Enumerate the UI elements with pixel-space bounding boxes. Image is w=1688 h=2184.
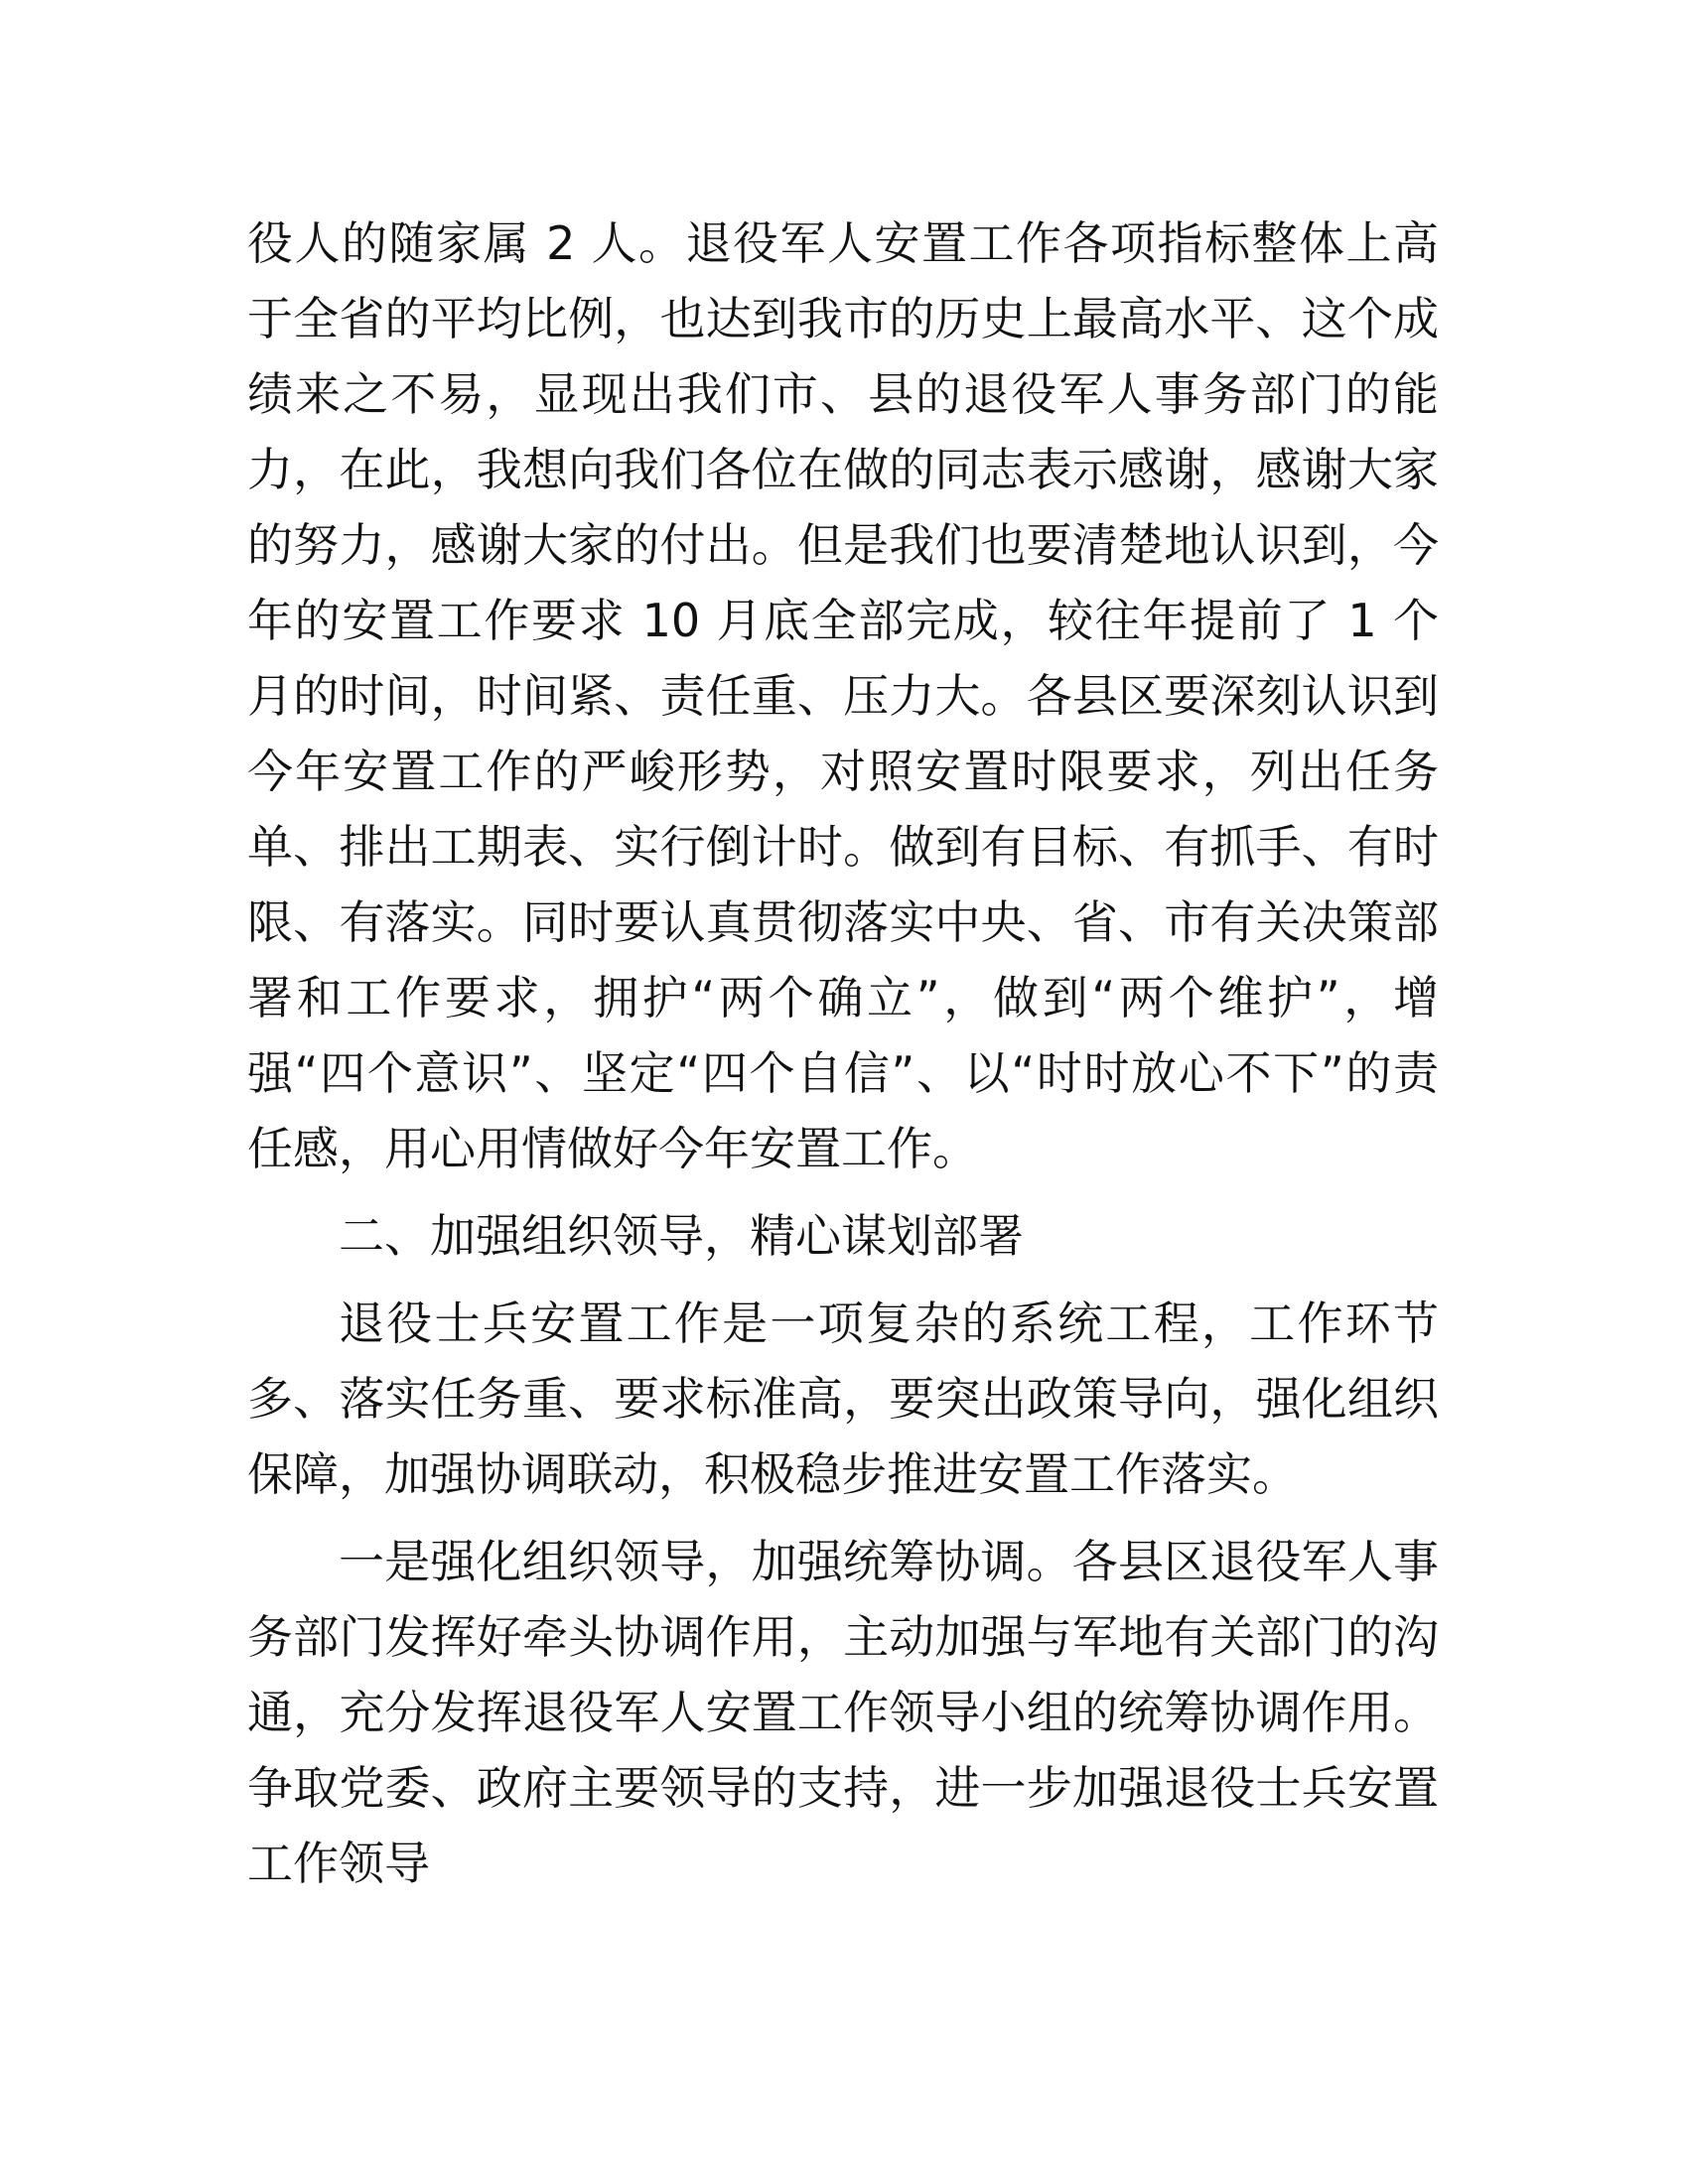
paragraph-strengthen-coordination: 一是强化组织领导，加强统筹协调。各县区退役军人事务部门发挥好牵头协调作用，主动加强与军地有关部门的沟通，充分发挥退役军人安置工作领导小组的统筹协调作用。争取党委、政府主要领导的支持，进一步加强退役士兵安置工作领导: [247, 1535, 1439, 1890]
section-heading-organization-leadership: 二、加强组织领导，精心谋划部署: [339, 1209, 1024, 1263]
paragraph-placement-system-engineering: 退役士兵安置工作是一项复杂的系统工程，工作环节多、落实任务重、要求标准高，要突出政策导向，强化组织保障，加强协调联动，积极稳步推进安置工作落实。: [247, 1297, 1439, 1501]
document-body: [247, 205, 1439, 1901]
paragraph-placement-summary: 役人的随家属 2 人。退役军人安置工作各项指标整体上高于全省的平均比例，也达到我市的历史上最高水平、这个成绩来之不易，显现出我们市、县的退役军人事务部门的能力，在此，我想向我们各位在做的同志表示感谢，感谢大家的努力，感谢大家的付出。但是我们也要清楚地认识到，今年的安置工作要求 10 月底全部完成，较往年提前了 1 个月的时间，时间紧、责任重、压力大。各县区要深刻认识到今年安置工作的严峻形势，对照安置时限要求，列出任务单、排出工期表、实行倒计时。做到有目标、有抓手、有时限、有落实。同时要认真贯彻落实中央、省、市有关决策部署和工作要求，拥护“两个确立”，做到“两个维护”，增强“四个意识”、坚定“四个自信”、以“时时放心不下”的责任感，用心用情做好今年安置工作。: [247, 216, 1439, 1175]
